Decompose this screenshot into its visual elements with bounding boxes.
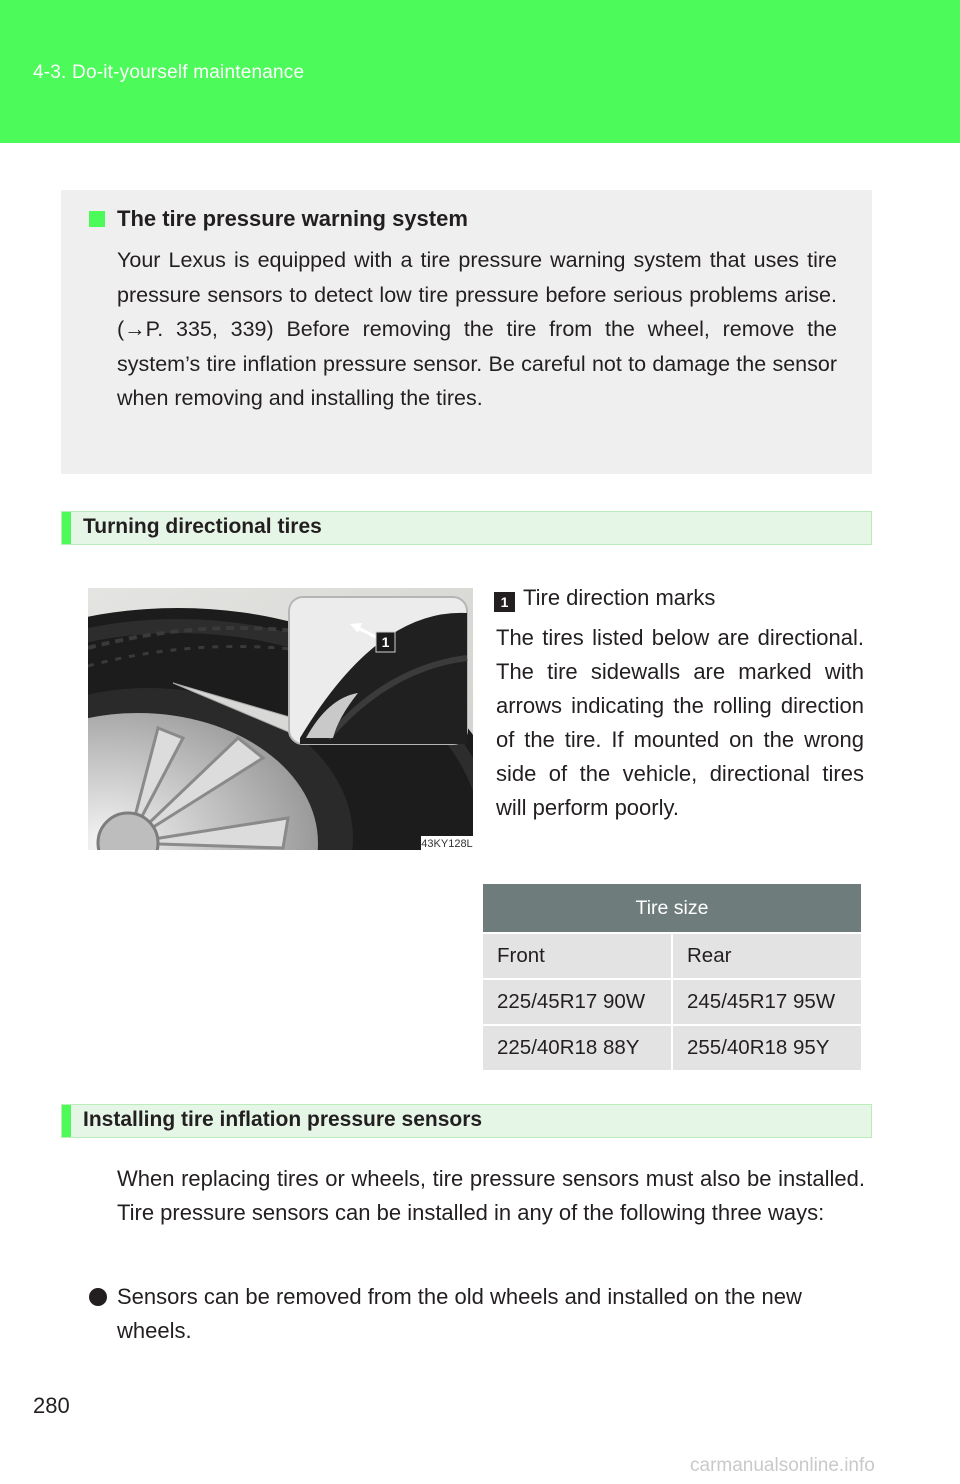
directional-description: The tires listed below are directional. The tire sidewalls are marked with arrows indicating the rolling direction of the tire. If mounted on the wrong side of the vehicle, directional tires will perform poorly. (496, 625, 864, 820)
tire-photo (88, 588, 473, 850)
section-heading-directional (61, 511, 872, 545)
table-row (483, 979, 861, 1025)
watermark: carmanualsonline.info (690, 1455, 875, 1476)
tire-illustration (88, 588, 473, 850)
sensors-intro: When replacing tires or wheels, tire pressure sensors must also be installed. Tire pressure sensors can be installed in any of the following three ways: (117, 1166, 865, 1225)
callout-label: Tire direction marks (523, 585, 716, 610)
note-title-text: The tire pressure warning system (117, 206, 468, 231)
square-bullet-icon (89, 211, 105, 227)
table-title-row (483, 884, 861, 933)
table-cell: 225/45R17 90W (483, 979, 672, 1025)
callout-number-badge: 1 (494, 592, 515, 612)
bullet-dot-icon (89, 1288, 107, 1306)
column-header-front: Front (483, 933, 672, 979)
tire-size-table (483, 884, 861, 1072)
list-item (89, 1280, 865, 1348)
note-title (89, 206, 468, 232)
table-header-row (483, 933, 861, 979)
section-heading-sensors (61, 1104, 872, 1138)
column-header-rear: Rear (672, 933, 861, 979)
section-path: 4-3. Do-it-yourself maintenance (33, 62, 305, 83)
table-cell: 255/40R18 95Y (672, 1025, 861, 1071)
table-cell: 245/45R17 95W (672, 979, 861, 1025)
image-code: 43KY128L (421, 838, 473, 850)
section-heading-text: Installing tire inflation pressure sensors (83, 1108, 483, 1131)
note-body: Your Lexus is equipped with a tire pressure warning system that uses tire pressure sensors to detect low tire pressure before serious problems arise. (→P. 335, 339) Before removing the tire from the wheel, remove the system’s tire inflation pressure sensor. Be careful not to damage the sensor when removing and installing the tires. (117, 248, 837, 410)
table-cell: 225/40R18 88Y (483, 1025, 672, 1071)
callout-marker-number: 1 (381, 634, 390, 650)
heading-accent (62, 512, 71, 544)
page-number: 280 (33, 1393, 70, 1418)
list-item-text: Sensors can be removed from the old wheels and installed on the new wheels. (117, 1284, 802, 1343)
section-heading-text: Turning directional tires (83, 515, 322, 538)
table-title: Tire size (483, 884, 861, 933)
heading-accent (62, 1105, 71, 1137)
table-row (483, 1025, 861, 1071)
